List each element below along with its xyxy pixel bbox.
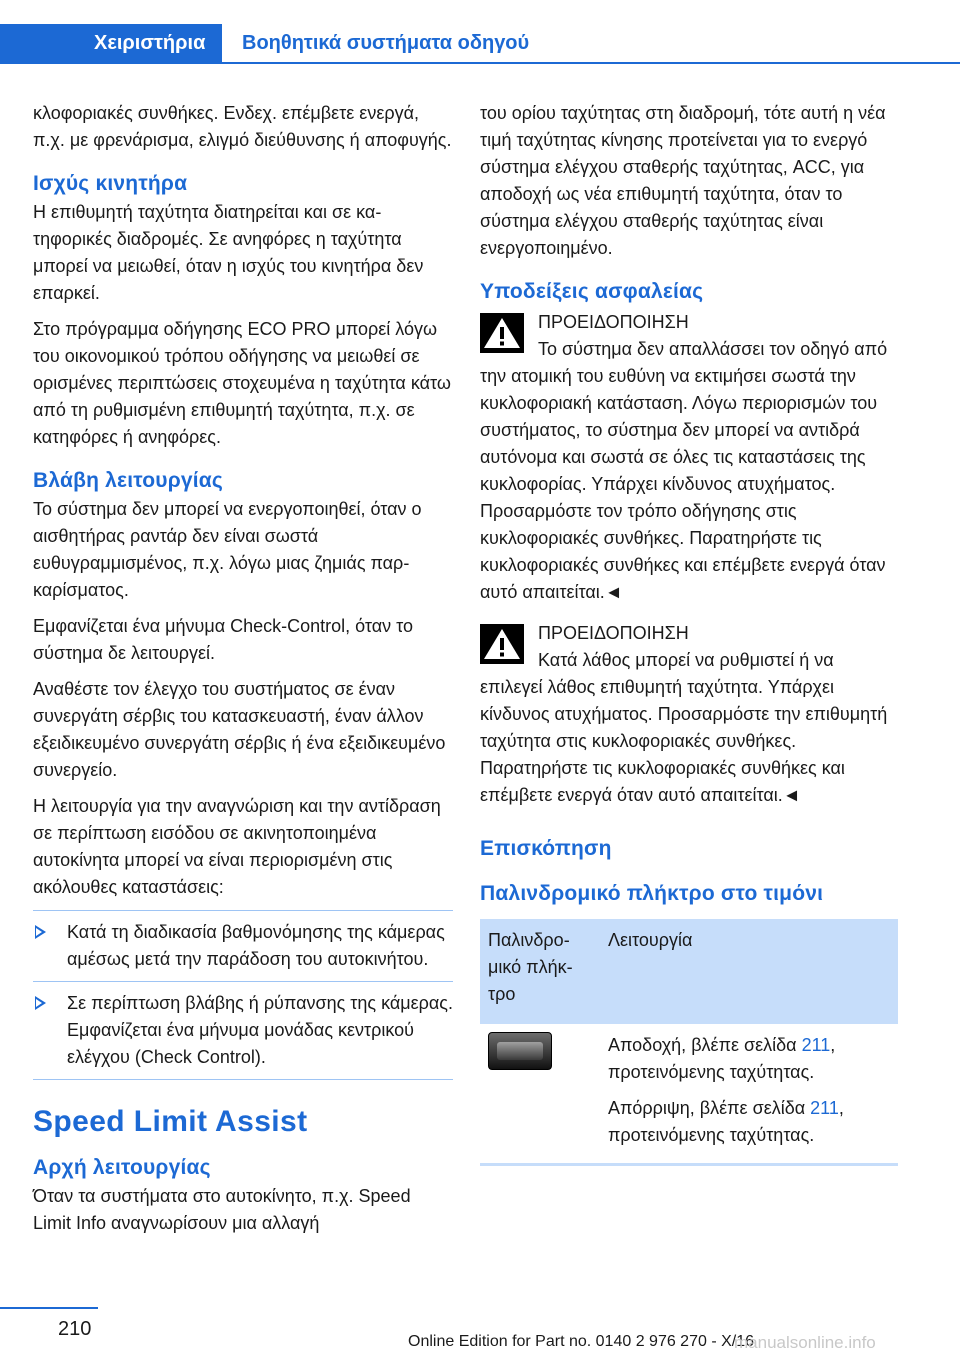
warning-block [480,620,898,809]
edition-note: Online Edition for Part no. 0140 2 976 270 - X/16 [408,1333,755,1350]
heading-overview: Επισκόπηση [480,837,612,860]
page-link-reject[interactable]: 211 [810,1098,839,1118]
column-header: Παλινδρομικό πλήκτρο [480,919,600,1024]
heading-principle: Αρχή λειτουργίας [33,1156,211,1179]
chapter-tab[interactable]: Χειριστήρια [0,24,222,62]
heading-engine-power: Ισχύς κινητήρα [33,172,188,195]
warning-block [480,309,898,606]
section-title[interactable]: Βοηθητικά συστήματα οδηγού [242,32,530,54]
reject-tail: προτεινόμενης ταχύτητας. [608,1125,815,1145]
triangle-bullet-icon [35,925,46,939]
table-header-row [480,919,898,1024]
principle-paragraph: Όταν τα συστήματα στο αυτοκίνητο, π.χ. Speed Limit Info αναγνωρίσουν μια αλλαγή [33,1186,411,1233]
rocker-switch-icon [488,1032,552,1070]
limitation-list [33,910,453,1080]
accept-tail: προτεινόμενης ταχύτητας. [608,1062,815,1082]
table-row [480,1024,898,1165]
reject-label: Απόρριψη, βλέπε σελίδα [608,1098,806,1118]
warning-text: Το σύστημα δεν απαλλάσσει τον οδηγό από την ατομική του ευθύνη να εκτιμήσει σωστά την κυκλοφοριακή κατάσταση. Λόγω περιορισμών του συστήματος, το σύστημα δεν μπορεί να αντιδρά αυτόνομα και σωστά σε όλες τις καταστάσεις της κυκλοφορίας. Υπάρχει κίνδυνος ατυχήματος. Προσαρμόστε τον τρόπο οδήγησης στις κυκλοφοριακές συνθήκες. Παρατηρήστε τις κυκλοφοριακές συνθήκες και επέμβετε ενεργά όταν αυτό απαιτείται.◄ [480,339,888,602]
heading-safety-notes: Υποδείξεις ασφαλείας [480,280,704,303]
warning-triangle-icon [480,624,524,664]
warning-triangle-icon [480,313,524,353]
engine-paragraph-2: Στο πρόγραμμα οδήγησης ECO PRO μπορεί λόγω του οικονομικού τρόπου οδήγησης να μειωθεί σε ορισμένες περιπτώσεις στοχευμένα η ταχύτητα κάτω από τη ρυθμισμένη επιθυμητή ταχύτητα, π.χ. σε κατηφόρες ή ανηφόρες. [33,319,451,447]
heading-malfunction: Βλάβη λειτουργίας [33,469,224,492]
heading-rocker-switch: Παλινδρομικό πλήκτρο στο τιμόνι [480,882,824,905]
engine-paragraph-1: Η επιθυμητή ταχύτητα διατηρείται και σε κατηφορικές διαδρομές. Σε ανηφόρες η ταχύτητα μπορεί να μειωθεί, όταν η ισχύς του κινητήρα δεν επαρκεί. [33,202,424,303]
left-column [33,100,453,1246]
reject-entry [608,1095,888,1149]
page-header [0,0,960,62]
function-cell [600,1024,898,1165]
accept-label: Αποδοχή, βλέπε σελίδα [608,1035,797,1055]
page-link-accept[interactable]: 211 [801,1035,831,1055]
right-column [480,100,898,1166]
list-item [33,981,453,1080]
triangle-bullet-icon [35,996,46,1010]
warning-text: Κατά λάθος μπορεί να ρυθμιστεί ή να επιλεγεί λάθος επιθυμητή ταχύτητα. Υπάρχει κίνδυνος ατυχήματος. Προσαρμόστε την επιθυμητή ταχύτητα στις κυκλοφοριακές συνθήκες. Παρατηρήστε τις κυκλοφοριακές συνθήκες και επέμβετε ενεργά όταν αυτό απαιτείται.◄ [480,650,888,805]
watermark: manualsonline.info [734,1333,876,1352]
fault-paragraph-2: Εμφανίζεται ένα μήνυμα Check-Control, όταν το σύστημα δε λειτουργεί. [33,616,414,663]
comma: , [838,1098,844,1118]
rocker-switch-table [480,919,898,1166]
intro-paragraph: κλοφοριακές συνθήκες. Ενδεχ. επέμβετε ενεργά, π.χ. με φρενάρισμα, ελιγμό διεύθυνσης ή αποφυγής. [33,103,452,150]
header-divider [0,62,960,64]
fault-paragraph-4: Η λειτουργία για την αναγνώριση και την αντίδραση σε περίπτωση εισόδου σε ακινητοποιημένα αυτοκίνητα μπορεί να είναι περιορισμένη στις ακόλουθες καταστάσεις: [33,796,441,897]
list-item-text: Κατά τη διαδικασία βαθμονόμησης της κάμερας αμέσως μετά την παράδοση του αυτοκινήτου. [67,922,445,969]
rocker-switch-cell [480,1024,600,1165]
list-item [33,910,453,981]
warning-title: ΠΡΟΕΙΔΟΠΟΙΗΣΗ [538,623,689,643]
continued-paragraph: του ορίου ταχύτητας στη διαδρομή, τότε αυτή η νέα τιμή ταχύτητας κίνησης προτείνεται για το ενεργό σύστημα ελέγχου σταθερής ταχύτητας, ACC, για αποδοχή ως νέα επιθυμητή ταχύτητα, όταν το σύστημα ελέγχου σταθερής ταχύτητας είναι ενεργοποιημένο. [480,103,886,258]
page-number: 210 [58,1318,92,1340]
fault-paragraph-1: Το σύστημα δεν μπορεί να ενεργοποιηθεί, όταν ο αισθητήρας ραντάρ δεν είναι σωστά ευθυγραμμισμένος, π.χ. λόγω μιας ζημιάς παρκαρίσματος. [33,499,422,600]
column-header: Λειτουργία [600,919,898,1024]
warning-title: ΠΡΟΕΙΔΟΠΟΙΗΣΗ [538,312,689,332]
fault-paragraph-3: Αναθέστε τον έλεγχο του συστήματος σε έναν συνεργάτη σέρβις του κατασκευαστή, έναν άλλον εξειδικευμένο συνεργάτη σέρβις ή ένα εξειδικευμένο συνεργείο. [33,679,446,780]
list-item-text: Σε περίπτωση βλάβης ή ρύπανσης της κάμερας. Εμφανίζεται ένα μήνυμα μονάδας κεντρικού ελέγχου (Check Control). [67,993,453,1067]
accept-entry [608,1032,888,1086]
comma: , [830,1035,836,1055]
heading-speed-limit-assist: Speed Limit Assist [33,1105,308,1138]
footer-divider [0,1307,98,1309]
